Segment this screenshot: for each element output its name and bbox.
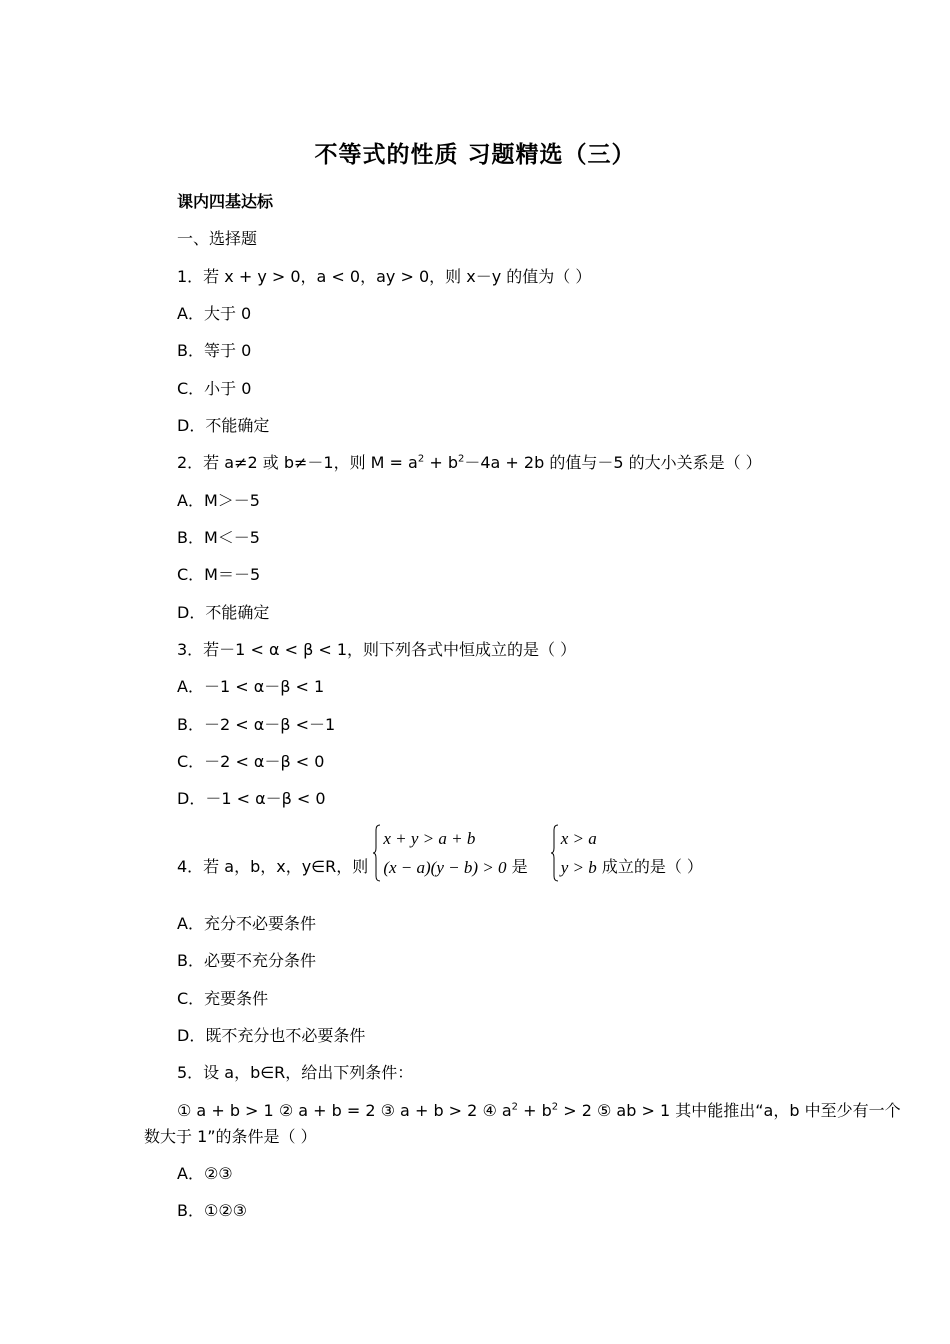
question-5-option-a: A．②③ [177,1164,233,1183]
question-2-option-a: A．M＞－5 [177,491,260,510]
q2-exponent-2: 2 [457,453,465,465]
system-1-row-1: x + y > a + b [383,829,476,848]
system-2-row-2: y > b [560,858,597,877]
system-1-row-2: (x − a)(y − b) > 0 [383,858,507,877]
question-1-option-d: D．不能确定 [177,416,270,435]
question-4-option-b: B．必要不充分条件 [177,951,316,970]
q2-stem-post: －4a + 2b 的值与－5 的大小关系是（ ） [464,453,762,472]
section-heading: 课内四基达标 [177,192,274,211]
q5-exponent-2: 2 [551,1101,559,1113]
question-3-option-a: A．－1 < α－β < 1 [177,677,325,696]
question-1-option-c: C．小于 0 [177,379,252,398]
question-3-option-b: B．－2 < α－β <－1 [177,715,336,734]
question-2-option-b: B．M＜－5 [177,528,260,547]
left-brace-icon [373,824,381,882]
question-1-option-a: A．大于 0 [177,304,252,323]
q2-exponent-1: 2 [417,453,425,465]
q5-cond-mid: + b [518,1101,552,1120]
question-4-option-d: D．既不充分也不必要条件 [177,1026,366,1045]
question-1-option-b: B．等于 0 [177,341,252,360]
system-2-row-1: x > a [560,829,597,848]
question-2-option-d: D．不能确定 [177,603,270,622]
question-4-stem [177,824,703,888]
q5-cond-post: > 2 ⑤ ab > 1 其中能推出“a，b 中至少有一个 [558,1101,901,1120]
q4-stem-mid: 是 [511,857,528,876]
question-3-stem: 3．若－1 < α < β < 1，则下列各式中恒成立的是（ ） [177,640,577,659]
question-2-stem [177,452,762,474]
question-4-option-c: C．充要条件 [177,989,269,1008]
q5-cond-pre: ① a + b > 1 ② a + b = 2 ③ a + b > 2 ④ a [177,1101,512,1120]
q4-stem-post: 成立的是（ ） [601,857,703,876]
part-heading: 一、选择题 [177,229,258,248]
q4-stem-pre: 4．若 a，b，x，y∈R，则 [177,857,369,876]
question-1-stem: 1．若 x + y > 0，a < 0，ay > 0，则 x－y 的值为（ ） [177,267,592,286]
question-5-option-b: B．①②③ [177,1201,248,1220]
page-title: 不等式的性质 习题精选（三） [314,142,636,168]
equation-system-1 [373,824,506,882]
question-5-stem: 5．设 a，b∈R，给出下列条件： [177,1063,414,1082]
q2-stem-pre: 2．若 a≠2 或 b≠－1，则 M = a [177,453,418,472]
question-4-option-a: A．充分不必要条件 [177,914,316,933]
equation-system-2 [551,824,597,882]
q2-stem-mid: + b [424,453,458,472]
question-3-option-c: C．－2 < α－β < 0 [177,752,325,771]
question-5-conditions [177,1100,901,1122]
q5-exponent-1: 2 [511,1101,519,1113]
question-3-option-d: D．－1 < α－β < 0 [177,789,326,808]
question-5-conditions-line-2: 数大于 1”的条件是（ ） [144,1127,317,1146]
left-brace-icon [551,824,559,882]
question-2-option-c: C．M＝－5 [177,565,261,584]
